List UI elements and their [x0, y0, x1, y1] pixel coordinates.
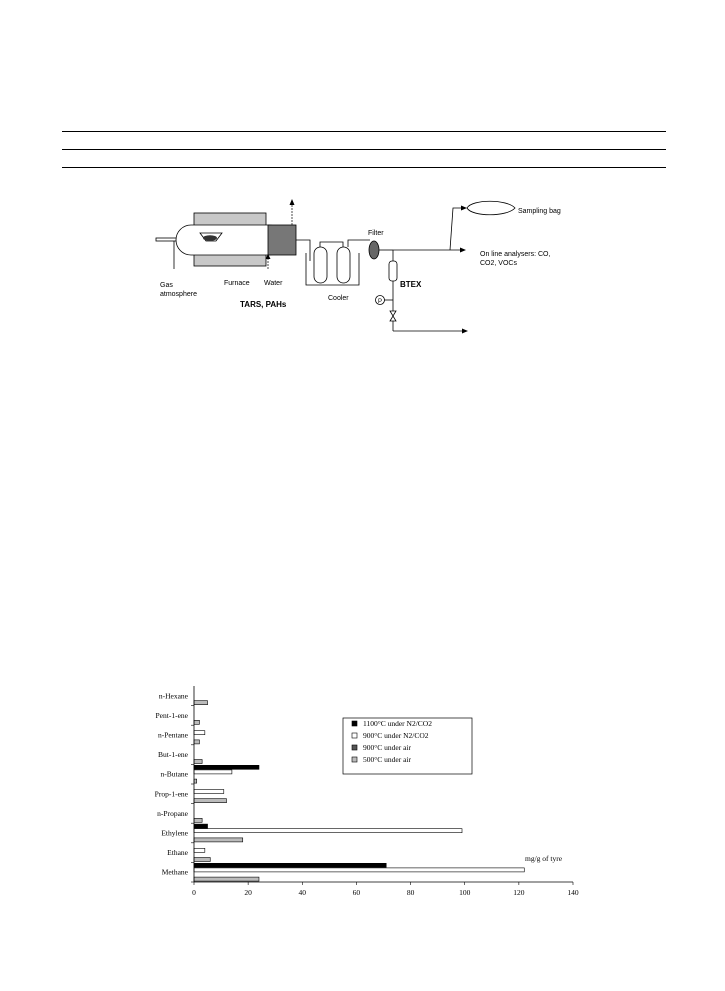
bar-Ethane-series-3 [194, 858, 210, 862]
bar-Pent-1-ene-series-3 [194, 720, 199, 724]
bar-Ethylene-series-1 [194, 829, 462, 833]
x-tick-label: 60 [352, 888, 361, 897]
x-tick-label: 120 [513, 888, 525, 897]
legend-swatch [352, 757, 357, 762]
category-label: n-Pentane [158, 730, 188, 740]
bar-n-Butane-series-3 [194, 779, 197, 783]
x-unit-label: mg/g of tyre [525, 854, 563, 863]
heat-exchanger [268, 225, 296, 255]
bar-Ethylene-series-0 [194, 824, 208, 828]
cooler-trap-1 [314, 247, 327, 283]
bar-Methane-series-0 [194, 863, 386, 867]
legend-label: 500°C under air [363, 755, 411, 764]
arrow-to-sampling-bag [461, 206, 467, 211]
label-tars: TARS, PAHs [240, 300, 287, 309]
category-label: n-Propane [157, 808, 188, 818]
bar-n-Butane-series-1 [194, 770, 232, 774]
category-label: n-Butane [160, 769, 188, 779]
sample-material [203, 235, 217, 241]
water-out-arrow [290, 199, 295, 205]
legend-swatch [352, 745, 357, 750]
cooler-connector [320, 242, 343, 247]
x-tick-label: 0 [192, 888, 196, 897]
category-label: n-Hexane [158, 691, 188, 701]
label-atmosphere: atmosphere [160, 291, 197, 298]
pipe-to-cooler [296, 240, 310, 261]
bar-n-Propane-series-3 [194, 818, 202, 822]
x-tick-label: 80 [406, 888, 415, 897]
category-label: Prop-1-ene [154, 789, 188, 799]
bar-n-Pentane-series-1 [194, 731, 205, 735]
btex-tube [389, 261, 397, 281]
arrow-to-exhaust [462, 329, 468, 334]
bar-Methane-series-1 [194, 868, 524, 872]
bar-Ethylene-series-3 [194, 838, 243, 842]
label-pump: P [378, 299, 383, 305]
bar-Prop-1-ene-series-1 [194, 790, 224, 794]
x-tick-label: 40 [298, 888, 307, 897]
label-btex: BTEX [400, 280, 422, 289]
cooler-trap-2 [337, 247, 350, 283]
bar-n-Butane-series-0 [194, 765, 259, 769]
legend-label: 900°C under N2/CO2 [363, 731, 429, 740]
category-label: But-1-ene [158, 750, 188, 760]
bar-But-1-ene-series-3 [194, 760, 202, 764]
pipe-to-sampling-bag [450, 208, 462, 250]
sampling-bag [467, 201, 515, 215]
filter [369, 241, 379, 259]
bar-Ethane-series-1 [194, 848, 205, 852]
label-analysers-1: On line analysers: CO, [480, 251, 551, 258]
x-tick-label: 20 [244, 888, 252, 897]
legend-swatch [352, 733, 357, 738]
label-cooler: Cooler [328, 295, 349, 302]
table-rule-middle [62, 149, 666, 150]
arrow-to-analysers [460, 248, 466, 253]
category-label: Ethane [167, 848, 188, 858]
label-furnace: Furnace [224, 280, 250, 287]
bar-n-Pentane-series-3 [194, 740, 199, 744]
category-label: Pent-1-ene [155, 710, 188, 720]
bar-n-Hexane-series-3 [194, 701, 208, 705]
legend-label: 900°C under air [363, 743, 411, 752]
pipe-from-cooler [348, 240, 370, 247]
table-rule-top [62, 131, 666, 132]
category-label: Ethylene [161, 828, 188, 838]
bar-Methane-series-3 [194, 877, 259, 881]
legend-swatch [352, 721, 357, 726]
gas-yield-bar-chart [130, 680, 610, 905]
label-analysers-2: CO2, VOCs [480, 260, 517, 267]
category-label: Methane [161, 867, 188, 877]
bar-Prop-1-ene-series-3 [194, 799, 226, 803]
label-gas: Gas [160, 282, 173, 289]
valve-lower [390, 316, 396, 321]
experimental-setup-diagram [150, 195, 590, 340]
x-tick-label: 140 [567, 888, 579, 897]
label-sampling-bag: Sampling bag [518, 208, 561, 215]
table-rule-bottom [62, 167, 666, 168]
x-tick-label: 100 [459, 888, 471, 897]
label-filter: Filter [368, 230, 384, 237]
legend-label: 1100°C under N2/CO2 [363, 719, 432, 728]
label-water: Water [264, 280, 283, 287]
